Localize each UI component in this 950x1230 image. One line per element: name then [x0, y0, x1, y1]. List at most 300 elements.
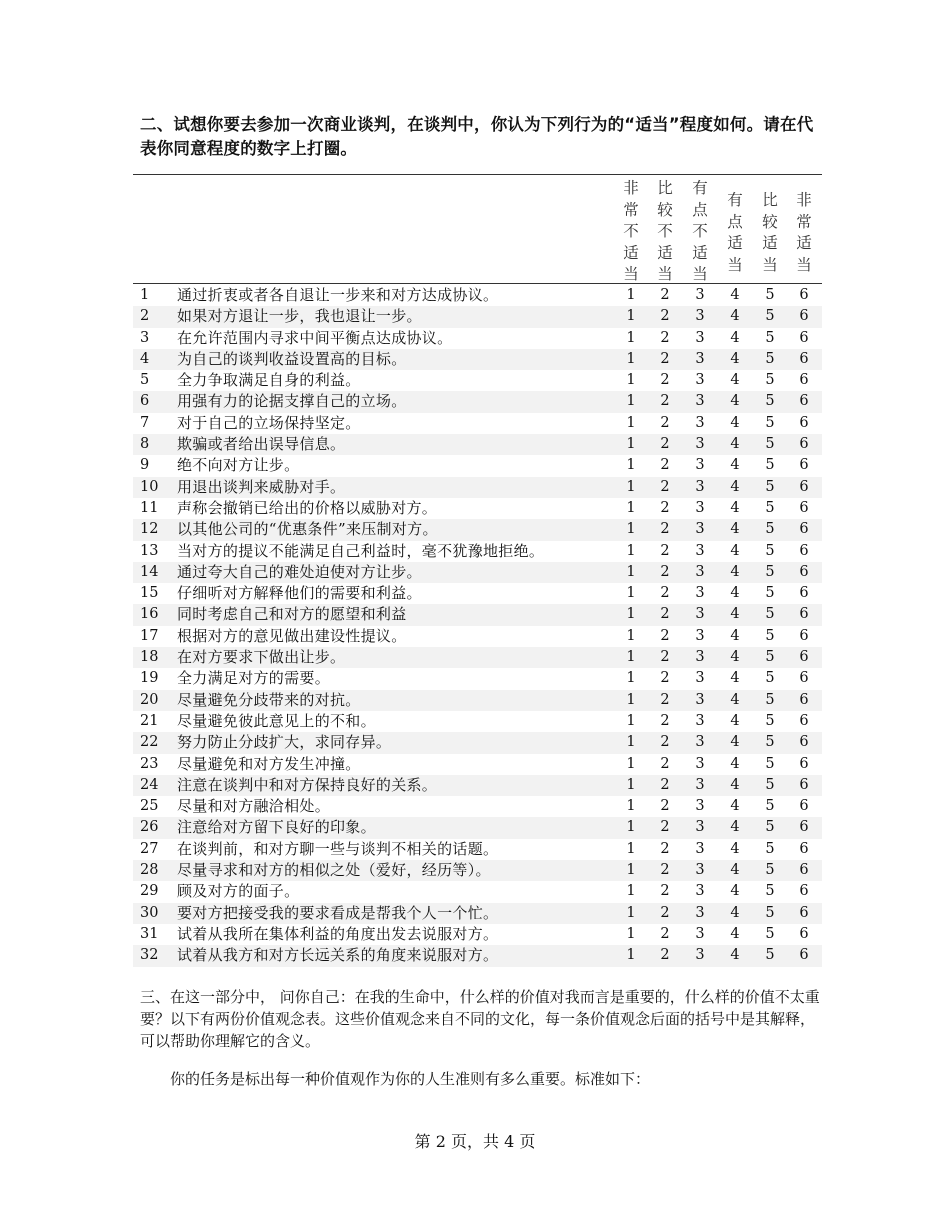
rating-option-4[interactable]: 4: [730, 627, 740, 644]
item-statement: 同时考虑自己和对方的愿望和利益: [177, 605, 407, 624]
rating-option-4[interactable]: 4: [730, 585, 740, 602]
rating-option-4[interactable]: 4: [730, 478, 740, 495]
rating-option-6[interactable]: 6: [799, 585, 809, 602]
rating-option-1[interactable]: 1: [626, 372, 636, 389]
rating-option-4[interactable]: 4: [730, 350, 740, 367]
rating-option-5[interactable]: 5: [765, 755, 775, 772]
item-number: 9: [140, 457, 150, 474]
rating-option-5[interactable]: 5: [765, 862, 775, 879]
rating-option-5[interactable]: 5: [765, 947, 775, 964]
rating-option-5[interactable]: 5: [765, 372, 775, 389]
rating-option-2[interactable]: 2: [660, 308, 670, 325]
rating-option-6[interactable]: 6: [799, 542, 809, 559]
page-footer: 第 2 页，共 4 页: [414, 1132, 536, 1151]
item-number: 29: [140, 883, 159, 900]
rating-option-1[interactable]: 1: [626, 904, 636, 921]
item-number: 4: [140, 350, 150, 367]
table-row: [133, 562, 822, 583]
table-row: [133, 455, 822, 476]
item-number: 1: [140, 287, 150, 303]
rating-option-2[interactable]: 2: [660, 372, 670, 389]
rating-option-5[interactable]: 5: [765, 478, 775, 495]
rating-option-3[interactable]: 3: [695, 499, 705, 516]
table-row: [133, 285, 822, 306]
rating-option-4[interactable]: 4: [730, 883, 740, 900]
rating-option-2[interactable]: 2: [660, 329, 670, 346]
rating-option-5[interactable]: 5: [765, 883, 775, 900]
rating-option-6[interactable]: 6: [799, 563, 809, 580]
rating-option-1[interactable]: 1: [626, 563, 636, 580]
rating-option-1[interactable]: 1: [626, 755, 636, 772]
rating-option-6[interactable]: 6: [799, 925, 809, 942]
rating-option-4[interactable]: 4: [730, 947, 740, 964]
rating-option-1[interactable]: 1: [626, 499, 636, 516]
item-statement: 通过夸大自己的难处迫使对方让步。: [177, 562, 422, 581]
rating-option-2[interactable]: 2: [660, 627, 670, 644]
rating-option-1[interactable]: 1: [626, 712, 636, 729]
rating-option-5[interactable]: 5: [765, 521, 775, 538]
item-number: 21: [140, 712, 159, 729]
item-statement: 声称会撤销已给出的价格以威胁对方。: [177, 498, 438, 517]
rating-option-3[interactable]: 3: [695, 414, 705, 431]
rating-option-4[interactable]: 4: [730, 606, 740, 623]
table-row: [133, 477, 822, 498]
rating-option-6[interactable]: 6: [799, 457, 809, 474]
rating-option-3[interactable]: 3: [695, 350, 705, 367]
rating-option-4[interactable]: 4: [730, 542, 740, 559]
rating-option-2[interactable]: 2: [660, 542, 670, 559]
rating-option-5[interactable]: 5: [765, 798, 775, 815]
rating-option-4[interactable]: 4: [730, 819, 740, 836]
item-number: 13: [140, 542, 159, 559]
item-number: 6: [140, 393, 150, 410]
item-statement: 绝不向对方让步。: [177, 456, 300, 475]
rating-option-2[interactable]: 2: [660, 904, 670, 921]
rating-option-3[interactable]: 3: [695, 478, 705, 495]
rating-option-6[interactable]: 6: [799, 712, 809, 729]
item-number: 14: [140, 563, 159, 580]
scale-header-4: 有 点 适 当: [727, 191, 743, 274]
rating-option-6[interactable]: 6: [799, 947, 809, 964]
rating-option-2[interactable]: 2: [660, 755, 670, 772]
rating-option-2[interactable]: 2: [660, 670, 670, 687]
item-statement: 试着从我所在集体利益的角度出发去说服对方。: [177, 924, 499, 943]
table-row: [133, 541, 822, 562]
rating-option-4[interactable]: 4: [730, 393, 740, 410]
item-statement: 尽量寻求和对方的相似之处（爱好，经历等）。: [177, 861, 491, 880]
rating-option-6[interactable]: 6: [799, 414, 809, 431]
item-number: 3: [140, 329, 150, 346]
rating-option-6[interactable]: 6: [799, 798, 809, 815]
rating-option-5[interactable]: 5: [765, 436, 775, 453]
item-statement: 尽量避免和对方发生冲撞。: [177, 754, 361, 773]
rating-option-4[interactable]: 4: [730, 755, 740, 772]
rating-option-3[interactable]: 3: [695, 287, 705, 303]
rating-option-3[interactable]: 3: [695, 606, 705, 623]
rating-option-2[interactable]: 2: [660, 287, 670, 303]
rating-option-4[interactable]: 4: [730, 287, 740, 303]
scale-header-1: 非 常 不 适 当: [623, 179, 639, 283]
rating-option-6[interactable]: 6: [799, 840, 809, 857]
rating-option-2[interactable]: 2: [660, 649, 670, 666]
rating-option-4[interactable]: 4: [730, 499, 740, 516]
rating-option-2[interactable]: 2: [660, 436, 670, 453]
rating-option-3[interactable]: 3: [695, 712, 705, 729]
rating-option-5[interactable]: 5: [765, 649, 775, 666]
rating-option-6[interactable]: 6: [799, 329, 809, 346]
rating-option-1[interactable]: 1: [626, 627, 636, 644]
rating-option-3[interactable]: 3: [695, 308, 705, 325]
rating-option-2[interactable]: 2: [660, 478, 670, 495]
item-statement: 用退出谈判来威胁对手。: [177, 477, 346, 496]
rating-option-1[interactable]: 1: [626, 819, 636, 836]
rating-option-5[interactable]: 5: [765, 840, 775, 857]
item-statement: 用强有力的论据支撑自己的立场。: [177, 392, 407, 411]
rating-option-4[interactable]: 4: [730, 670, 740, 687]
table-row: [133, 690, 822, 711]
item-number: 10: [140, 478, 159, 495]
item-number: 8: [140, 436, 150, 453]
table-row: [133, 413, 822, 434]
rating-option-2[interactable]: 2: [660, 734, 670, 751]
rating-option-2[interactable]: 2: [660, 883, 670, 900]
item-statement: 努力防止分歧扩大，求同存异。: [177, 733, 392, 752]
rating-option-4[interactable]: 4: [730, 798, 740, 815]
item-statement: 尽量和对方融洽相处。: [177, 797, 331, 816]
rating-option-2[interactable]: 2: [660, 585, 670, 602]
item-statement: 仔细听对方解释他们的需要和利益。: [177, 584, 422, 603]
rating-option-6[interactable]: 6: [799, 776, 809, 793]
rating-option-4[interactable]: 4: [730, 521, 740, 538]
rating-option-3[interactable]: 3: [695, 329, 705, 346]
item-number: 18: [140, 649, 159, 666]
rating-option-2[interactable]: 2: [660, 819, 670, 836]
item-number: 24: [140, 776, 159, 793]
rating-option-5[interactable]: 5: [765, 627, 775, 644]
table-row: [133, 434, 822, 455]
rating-option-5[interactable]: 5: [765, 542, 775, 559]
item-statement: 对于自己的立场保持坚定。: [177, 413, 361, 432]
rating-option-5[interactable]: 5: [765, 585, 775, 602]
rating-option-1[interactable]: 1: [626, 585, 636, 602]
item-statement: 尽量避免分歧带来的对抗。: [177, 690, 361, 709]
rating-option-1[interactable]: 1: [626, 393, 636, 410]
rating-option-6[interactable]: 6: [799, 649, 809, 666]
rating-option-2[interactable]: 2: [660, 947, 670, 964]
rating-option-5[interactable]: 5: [765, 776, 775, 793]
rating-option-4[interactable]: 4: [730, 563, 740, 580]
item-statement: 通过折衷或者各自退让一步来和对方达成协议。: [177, 286, 499, 304]
rating-option-5[interactable]: 5: [765, 287, 775, 303]
table-row: [133, 839, 822, 860]
table-row: [133, 754, 822, 775]
table-row: [133, 583, 822, 604]
item-statement: 要对方把接受我的要求看成是帮我个人一个忙。: [177, 903, 499, 922]
rating-option-6[interactable]: 6: [799, 904, 809, 921]
item-statement: 为自己的谈判收益设置高的目标。: [177, 349, 407, 368]
rating-option-3[interactable]: 3: [695, 776, 705, 793]
rating-option-2[interactable]: 2: [660, 393, 670, 410]
rating-option-1[interactable]: 1: [626, 521, 636, 538]
rating-option-5[interactable]: 5: [765, 499, 775, 516]
item-statement: 试着从我方和对方长远关系的角度来说服对方。: [177, 946, 499, 965]
rating-option-5[interactable]: 5: [765, 670, 775, 687]
item-number: 11: [140, 499, 159, 516]
rating-option-6[interactable]: 6: [799, 393, 809, 410]
rating-option-2[interactable]: 2: [660, 712, 670, 729]
rating-option-4[interactable]: 4: [730, 372, 740, 389]
rating-option-5[interactable]: 5: [765, 734, 775, 751]
rating-option-1[interactable]: 1: [626, 862, 636, 879]
rating-option-3[interactable]: 3: [695, 862, 705, 879]
rating-option-3[interactable]: 3: [695, 372, 705, 389]
item-number: 12: [140, 521, 159, 538]
item-number: 5: [140, 372, 150, 389]
item-number: 16: [140, 606, 159, 623]
rating-option-4[interactable]: 4: [730, 691, 740, 708]
table-row: [133, 626, 822, 647]
rating-option-3[interactable]: 3: [695, 627, 705, 644]
rating-option-5[interactable]: 5: [765, 414, 775, 431]
rating-option-6[interactable]: 6: [799, 883, 809, 900]
rating-option-4[interactable]: 4: [730, 904, 740, 921]
rating-option-4[interactable]: 4: [730, 436, 740, 453]
table-row: [133, 881, 822, 902]
rating-option-1[interactable]: 1: [626, 649, 636, 666]
rating-option-1[interactable]: 1: [626, 947, 636, 964]
item-statement: 如果对方退让一步，我也退让一步。: [177, 307, 422, 326]
rating-option-3[interactable]: 3: [695, 585, 705, 602]
rating-option-4[interactable]: 4: [730, 925, 740, 942]
rating-option-1[interactable]: 1: [626, 329, 636, 346]
item-statement: 以其他公司的“优惠条件”来压制对方。: [177, 520, 438, 539]
rating-option-5[interactable]: 5: [765, 904, 775, 921]
rating-option-3[interactable]: 3: [695, 563, 705, 580]
rating-option-6[interactable]: 6: [799, 372, 809, 389]
item-number: 2: [140, 308, 150, 325]
item-statement: 欺骗或者给出误导信息。: [177, 435, 346, 454]
table-row: [133, 306, 822, 327]
rating-option-5[interactable]: 5: [765, 691, 775, 708]
item-number: 19: [140, 670, 159, 687]
rating-option-4[interactable]: 4: [730, 840, 740, 857]
table-top-rule: [133, 174, 822, 175]
rating-option-3[interactable]: 3: [695, 457, 705, 474]
rating-option-3[interactable]: 3: [695, 904, 705, 921]
rating-option-6[interactable]: 6: [799, 521, 809, 538]
rating-option-2[interactable]: 2: [660, 563, 670, 580]
rating-option-2[interactable]: 2: [660, 862, 670, 879]
rating-option-6[interactable]: 6: [799, 350, 809, 367]
rating-option-5[interactable]: 5: [765, 329, 775, 346]
rating-option-6[interactable]: 6: [799, 819, 809, 836]
rating-option-1[interactable]: 1: [626, 414, 636, 431]
item-number: 22: [140, 734, 159, 751]
rating-option-4[interactable]: 4: [730, 457, 740, 474]
rating-option-3[interactable]: 3: [695, 734, 705, 751]
item-number: 30: [140, 904, 159, 921]
rating-option-6[interactable]: 6: [799, 499, 809, 516]
item-number: 20: [140, 691, 159, 708]
table-row: [133, 668, 822, 689]
rating-option-1[interactable]: 1: [626, 606, 636, 623]
rating-option-1[interactable]: 1: [626, 776, 636, 793]
item-number: 28: [140, 862, 159, 879]
item-statement: 在对方要求下做出让步。: [177, 648, 346, 667]
rating-option-6[interactable]: 6: [799, 478, 809, 495]
rating-option-1[interactable]: 1: [626, 308, 636, 325]
rating-option-6[interactable]: 6: [799, 734, 809, 751]
scale-header-2: 比 较 不 适 当: [657, 179, 673, 283]
rating-option-1[interactable]: 1: [626, 478, 636, 495]
item-number: 27: [140, 840, 159, 857]
item-number: 31: [140, 925, 159, 942]
rating-option-1[interactable]: 1: [626, 734, 636, 751]
rating-option-6[interactable]: 6: [799, 755, 809, 772]
rating-option-5[interactable]: 5: [765, 712, 775, 729]
rating-option-5[interactable]: 5: [765, 606, 775, 623]
rating-option-5[interactable]: 5: [765, 925, 775, 942]
table-row: [133, 370, 822, 391]
item-number: 15: [140, 585, 159, 602]
item-number: 32: [140, 947, 159, 964]
table-row: [133, 860, 822, 881]
section-3-task: 你的任务是标出每一种价值观作为你的人生准则有多么重要。标准如下：: [170, 1070, 651, 1088]
rating-option-5[interactable]: 5: [765, 308, 775, 325]
table-row: [133, 498, 822, 519]
rating-option-6[interactable]: 6: [799, 308, 809, 325]
rating-option-1[interactable]: 1: [626, 691, 636, 708]
scale-header-6: 非 常 适 当: [796, 191, 812, 274]
table-row: [133, 647, 822, 668]
rating-option-2[interactable]: 2: [660, 840, 670, 857]
rating-option-3[interactable]: 3: [695, 883, 705, 900]
rating-option-6[interactable]: 6: [799, 691, 809, 708]
rating-option-3[interactable]: 3: [695, 819, 705, 836]
scale-header-5: 比 较 适 当: [762, 191, 778, 274]
rating-option-3[interactable]: 3: [695, 393, 705, 410]
item-statement: 在谈判前，和对方聊一些与谈判不相关的话题。: [177, 839, 499, 858]
item-statement: 全力争取满足自身的利益。: [177, 371, 361, 390]
table-row: [133, 711, 822, 732]
table-row: [133, 519, 822, 540]
rating-option-4[interactable]: 4: [730, 776, 740, 793]
rating-option-3[interactable]: 3: [695, 755, 705, 772]
rating-option-4[interactable]: 4: [730, 649, 740, 666]
item-statement: 注意在谈判中和对方保持良好的关系。: [177, 775, 438, 794]
rating-option-6[interactable]: 6: [799, 627, 809, 644]
rating-option-2[interactable]: 2: [660, 350, 670, 367]
table-row: [133, 732, 822, 753]
rating-option-2[interactable]: 2: [660, 606, 670, 623]
table-row: [133, 945, 822, 966]
rating-option-5[interactable]: 5: [765, 350, 775, 367]
item-statement: 顾及对方的面子。: [177, 882, 300, 901]
rating-option-2[interactable]: 2: [660, 521, 670, 538]
rating-option-1[interactable]: 1: [626, 798, 636, 815]
rating-option-3[interactable]: 3: [695, 925, 705, 942]
item-statement: 当对方的提议不能满足自己利益时，毫不犹豫地拒绝。: [177, 541, 545, 560]
rating-option-2[interactable]: 2: [660, 691, 670, 708]
table-body: [133, 285, 822, 967]
section-2-title: 二、试想你要去参加一次商业谈判，在谈判中，你认为下列行为的“适当”程度如何。请在代表你同意程度的数字上打圈。: [140, 115, 814, 158]
rating-option-6[interactable]: 6: [799, 436, 809, 453]
table-row: [133, 349, 822, 370]
table-row: [133, 817, 822, 838]
rating-option-1[interactable]: 1: [626, 925, 636, 942]
rating-option-6[interactable]: 6: [799, 606, 809, 623]
item-statement: 根据对方的意见做出建设性提议。: [177, 626, 407, 645]
table-row: [133, 924, 822, 945]
item-number: 7: [140, 414, 150, 431]
rating-option-3[interactable]: 3: [695, 649, 705, 666]
rating-option-3[interactable]: 3: [695, 840, 705, 857]
item-statement: 注意给对方留下良好的印象。: [177, 818, 376, 837]
rating-option-1[interactable]: 1: [626, 840, 636, 857]
rating-option-1[interactable]: 1: [626, 670, 636, 687]
rating-option-6[interactable]: 6: [799, 287, 809, 303]
rating-option-1[interactable]: 1: [626, 350, 636, 367]
item-statement: 在允许范围内寻求中间平衡点达成协议。: [177, 328, 453, 347]
rating-option-3[interactable]: 3: [695, 521, 705, 538]
rating-option-3[interactable]: 3: [695, 691, 705, 708]
table-header-rule: [133, 283, 822, 284]
section-3-intro: 三、在这一部分中， 问你自己：在我的生命中，什么样的价值对我而言是重要的，什么样的价值不太重要？以下有两份价值观念表。这些价值观念来自不同的文化，每一条价值观念后面的括号中是其解释，可以帮助你理解它的含义。: [140, 988, 820, 1050]
rating-option-4[interactable]: 4: [730, 308, 740, 325]
rating-option-4[interactable]: 4: [730, 734, 740, 751]
scale-header-3: 有 点 不 适 当: [692, 179, 708, 283]
rating-option-4[interactable]: 4: [730, 712, 740, 729]
rating-option-3[interactable]: 3: [695, 947, 705, 964]
rating-option-1[interactable]: 1: [626, 542, 636, 559]
table-row: [133, 796, 822, 817]
rating-option-1[interactable]: 1: [626, 883, 636, 900]
rating-option-2[interactable]: 2: [660, 798, 670, 815]
rating-option-3[interactable]: 3: [695, 542, 705, 559]
rating-option-5[interactable]: 5: [765, 819, 775, 836]
table-row: [133, 391, 822, 412]
rating-option-5[interactable]: 5: [765, 563, 775, 580]
rating-option-3[interactable]: 3: [695, 436, 705, 453]
rating-option-4[interactable]: 4: [730, 862, 740, 879]
rating-option-1[interactable]: 1: [626, 436, 636, 453]
rating-option-4[interactable]: 4: [730, 329, 740, 346]
rating-option-2[interactable]: 2: [660, 457, 670, 474]
rating-option-2[interactable]: 2: [660, 499, 670, 516]
rating-option-5[interactable]: 5: [765, 457, 775, 474]
rating-option-5[interactable]: 5: [765, 393, 775, 410]
rating-option-2[interactable]: 2: [660, 414, 670, 431]
item-statement: 尽量避免彼此意见上的不和。: [177, 711, 376, 730]
item-number: 23: [140, 755, 159, 772]
item-number: 17: [140, 627, 159, 644]
rating-option-6[interactable]: 6: [799, 670, 809, 687]
table-row: [133, 604, 822, 625]
item-statement: 全力满足对方的需要。: [177, 669, 331, 688]
rating-option-4[interactable]: 4: [730, 414, 740, 431]
rating-option-6[interactable]: 6: [799, 862, 809, 879]
rating-option-2[interactable]: 2: [660, 925, 670, 942]
table-row: [133, 328, 822, 349]
item-number: 25: [140, 798, 159, 815]
rating-option-1[interactable]: 1: [626, 287, 636, 303]
rating-option-3[interactable]: 3: [695, 798, 705, 815]
rating-option-2[interactable]: 2: [660, 776, 670, 793]
table-row: [133, 903, 822, 924]
rating-option-1[interactable]: 1: [626, 457, 636, 474]
table-row: [133, 775, 822, 796]
rating-option-3[interactable]: 3: [695, 670, 705, 687]
